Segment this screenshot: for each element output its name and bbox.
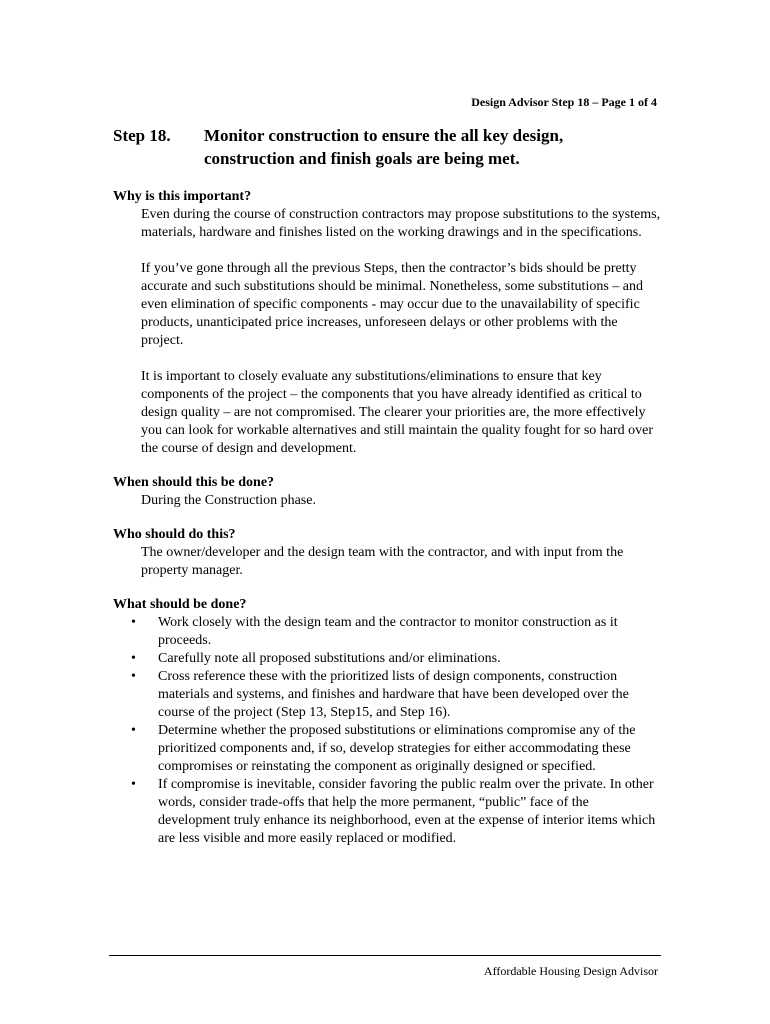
page-footer: Affordable Housing Design Advisor bbox=[483, 964, 658, 978]
list-item-text: Work closely with the design team and the contractor to monitor construction as it proceeds. bbox=[158, 615, 618, 648]
step-number: Step 18. bbox=[113, 126, 171, 145]
list-item bbox=[131, 668, 659, 722]
who-heading: Who should do this? bbox=[113, 527, 236, 542]
who-text: The owner/developer and the design team with the contractor, and with input from the property manager. bbox=[141, 545, 624, 578]
why-heading: Why is this important? bbox=[113, 189, 252, 204]
what-bullet-list bbox=[131, 614, 659, 848]
bullet-icon: • bbox=[131, 615, 136, 630]
list-item-text: Cross reference these with the prioritized lists of design components, construction materials and systems, and finishes and hardware that have been developed over the course of the project (Step 13, Step15, and Step 16). bbox=[158, 669, 629, 720]
bullet-icon: • bbox=[131, 723, 136, 738]
when-heading: When should this be done? bbox=[113, 475, 275, 490]
page-header: Design Advisor Step 18 – Page 1 of 4 bbox=[471, 95, 657, 109]
step-title: Monitor construction to ensure the all key design, construction and finish goals are being met. bbox=[204, 126, 564, 168]
list-item-text: If compromise is inevitable, consider favoring the public realm over the private. In other words, consider trade-offs that help the more permanent, “public” face of the development truly enhance its neighborhood, even at the expense of interior items which are less visible and more easily replaced or modified. bbox=[158, 777, 656, 846]
step-heading bbox=[113, 124, 673, 170]
bullet-icon: • bbox=[131, 669, 136, 684]
bullet-icon: • bbox=[131, 777, 136, 792]
why-paragraph-3: It is important to closely evaluate any substitutions/eliminations to ensure that key components of the project – the components that you have already identified as critical to design quality – are not compromised. The clearer your priorities are, the more effectively you can look for workable alternatives and still maintain the quality fought for so hard over the course of design and development. bbox=[141, 369, 654, 456]
list-item bbox=[131, 614, 659, 650]
what-heading: What should be done? bbox=[113, 597, 247, 612]
footer-divider bbox=[109, 955, 661, 956]
why-paragraph-2: If you’ve gone through all the previous Steps, then the contractor’s bids should be pretty accurate and such substitutions should be minimal. Nonetheless, some substitutions – and even elimination of specific components - may occur due to the unavailability of specific products, unanticipated price increases, unforeseen delays or other problems with the project. bbox=[141, 261, 643, 348]
when-text: During the Construction phase. bbox=[141, 493, 316, 508]
list-item bbox=[131, 722, 659, 776]
bullet-icon: • bbox=[131, 651, 136, 666]
list-item-text: Carefully note all proposed substitutions and/or eliminations. bbox=[158, 651, 501, 666]
list-item-text: Determine whether the proposed substitutions or eliminations compromise any of the prioritized components and, if so, develop strategies for either accommodating these compromises or reinstating the component as originally designed or specified. bbox=[158, 723, 636, 774]
page-content bbox=[113, 188, 673, 848]
list-item bbox=[131, 776, 659, 848]
why-paragraph-1: Even during the course of construction contractors may propose substitutions to the systems, materials, hardware and finishes listed on the working drawings and in the specifications. bbox=[141, 207, 661, 240]
list-item bbox=[131, 650, 659, 668]
